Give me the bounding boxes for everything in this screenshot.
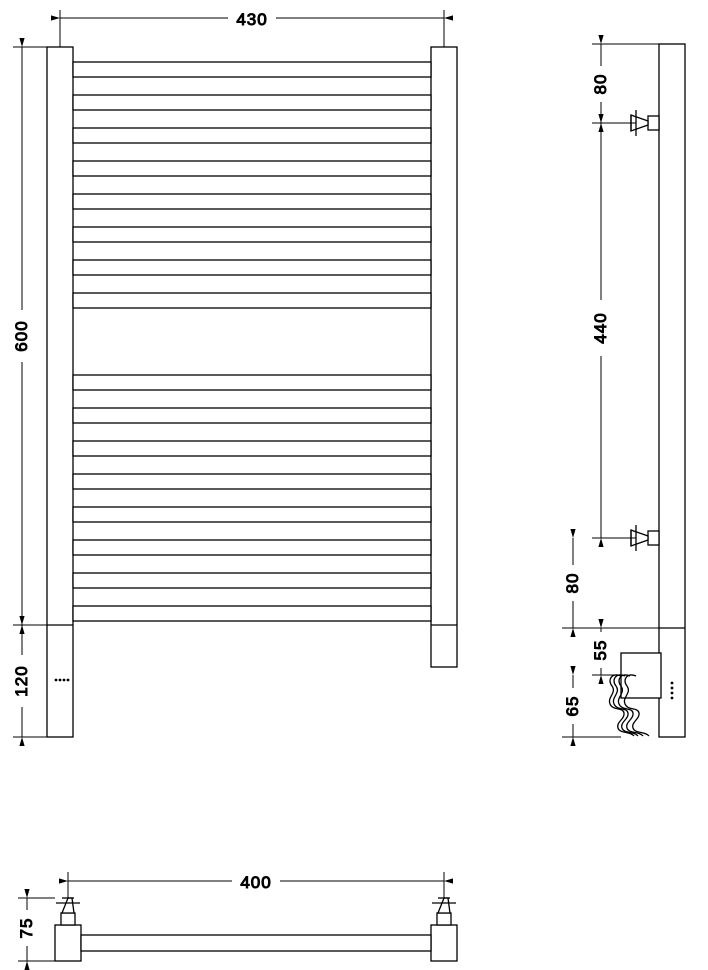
valve-body — [61, 913, 75, 925]
front-bar — [73, 540, 431, 555]
top-view — [55, 898, 457, 961]
front-bar — [73, 408, 431, 423]
dim-label-75: 75 — [17, 917, 36, 939]
front-bar — [73, 95, 431, 110]
front-bar — [73, 474, 431, 489]
dim-label-440: 440 — [591, 312, 610, 344]
dim-label-65: 65 — [563, 695, 582, 717]
valve-body — [648, 116, 659, 130]
top-rail — [81, 935, 431, 951]
valve-body — [437, 913, 451, 925]
front-bar — [73, 293, 431, 308]
dim-label-400: 400 — [240, 873, 272, 892]
dim-label-120: 120 — [12, 665, 31, 697]
top-left-valve — [56, 898, 80, 925]
top-left-block — [55, 925, 81, 961]
front-view-dimensions — [10, 7, 444, 737]
side-post — [659, 44, 685, 737]
front-bar — [73, 375, 431, 390]
front-bar — [73, 128, 431, 143]
top-right-valve — [432, 898, 456, 925]
front-bar — [73, 161, 431, 176]
top-right-block — [431, 925, 457, 961]
front-right-post — [431, 47, 457, 667]
front-bar — [73, 62, 431, 77]
valve-cone — [438, 898, 450, 913]
valve-body — [648, 531, 659, 545]
side-view — [609, 44, 685, 737]
front-bar — [73, 441, 431, 456]
dim-label-80-top: 80 — [591, 73, 610, 95]
front-bar — [73, 260, 431, 275]
dim-label-600: 600 — [12, 320, 31, 352]
front-view — [47, 47, 457, 737]
front-bar — [73, 507, 431, 522]
front-bar — [73, 194, 431, 209]
front-bar — [73, 227, 431, 242]
valve-cone — [62, 898, 74, 913]
front-left-post — [47, 47, 73, 737]
front-bar — [73, 573, 431, 588]
dim-label-430: 430 — [236, 10, 268, 29]
dim-label-55: 55 — [591, 639, 610, 661]
dim-label-80-bottom: 80 — [563, 572, 582, 594]
front-bar — [73, 606, 431, 621]
side-view-dimensions — [561, 44, 659, 737]
